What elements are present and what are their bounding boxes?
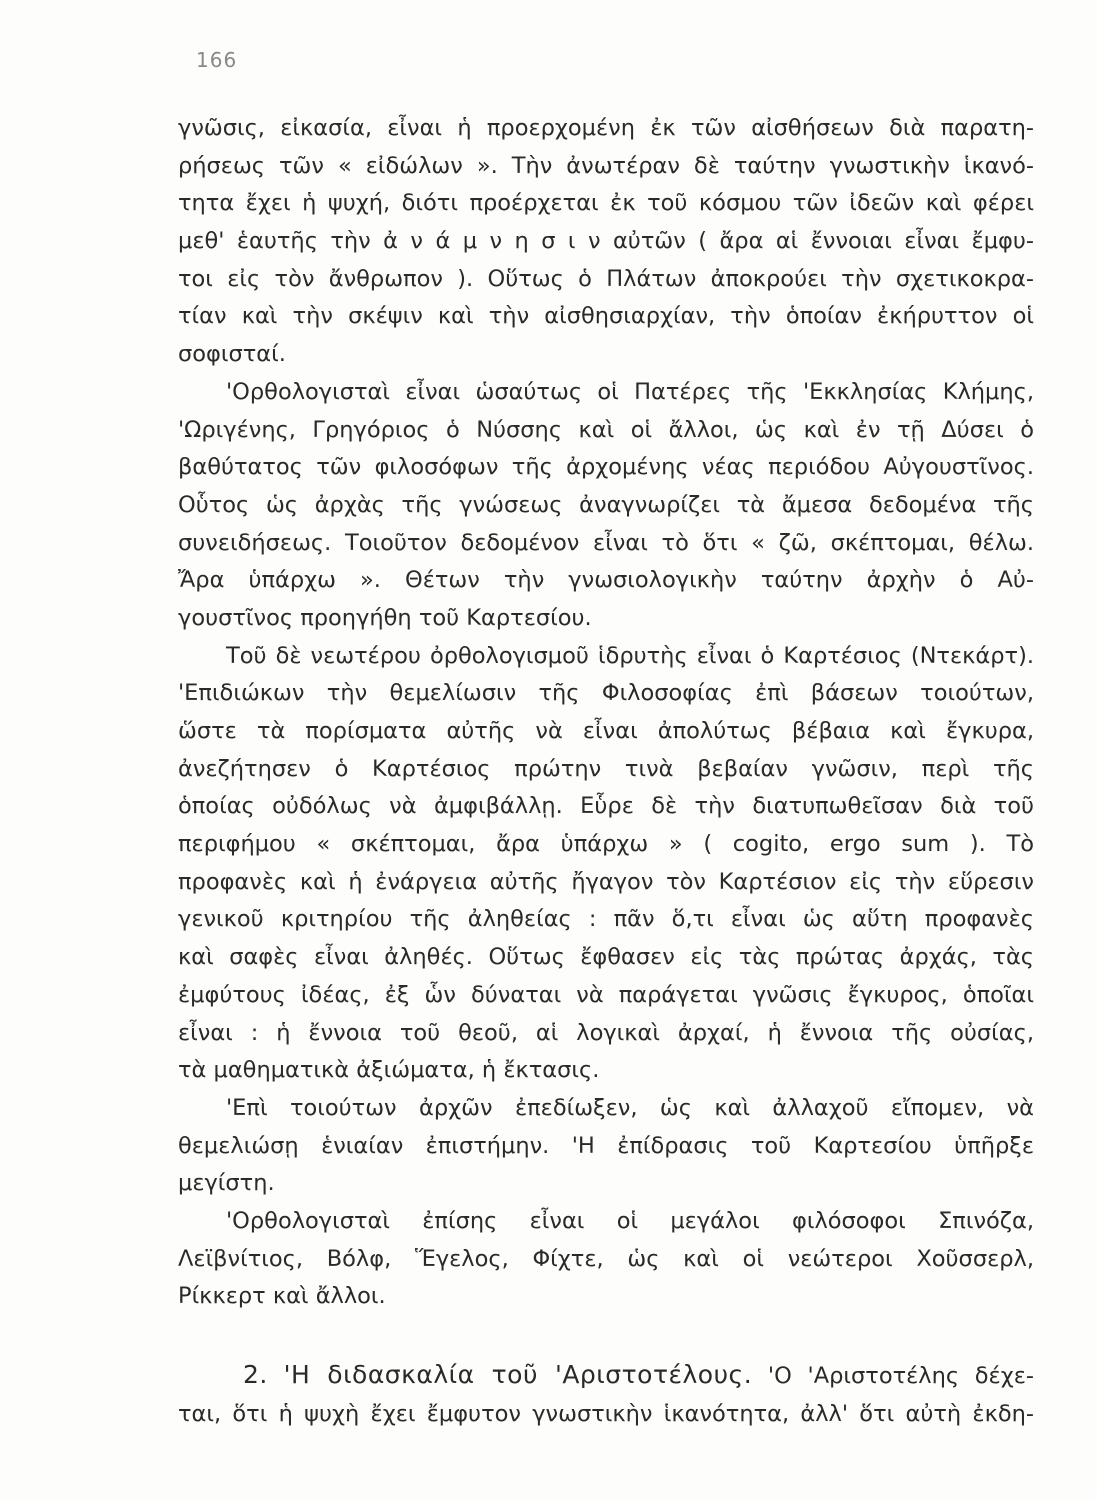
text-line: προφανὲς καὶ ἡ ἐνάργεια αὐτῆς ἤγαγον τὸν Καρτέσιον εἰς τὴν εὕρεσιν xyxy=(178,868,1034,895)
text-line: σοφισταί. xyxy=(178,341,286,368)
text-line: ὁποίας οὐδόλως νὰ ἀμφιβάλλῃ. Εὗρε δὲ τὴν διατυπωθεῖσαν διὰ τοῦ xyxy=(178,793,1034,820)
text-line: περιφήμου « σκέπτομαι, ἄρα ὑπάρχω » ( cogito, ergo sum ). Τὸ xyxy=(178,831,1034,858)
paragraph-other-rationalists xyxy=(178,1203,1034,1316)
section-aristotle xyxy=(178,1356,1034,1433)
paragraph-descartes xyxy=(178,638,1034,1090)
main-text xyxy=(178,110,1034,1433)
text-line: Ρίκκερτ καὶ ἄλλοι. xyxy=(178,1283,386,1310)
text-line: 'Ορθολογισταὶ ἐπίσης εἶναι οἱ μεγάλοι φιλόσοφοι Σπινόζα, xyxy=(226,1207,1034,1234)
text-line: γενικοῦ κριτηρίου τῆς ἀληθείας : πᾶν ὅ,τι εἶναι ὡς αὕτη προφανὲς xyxy=(178,906,1034,933)
section-title: 'Η διδασκαλία τοῦ 'Αριστοτέλους. xyxy=(283,1360,753,1389)
text-line: τοι εἰς τὸν ἄνθρωπον ). Οὕτως ὁ Πλάτων ἀποκρούει τὴν σχετικοκρα- xyxy=(178,265,1034,292)
text-line: θεμελιώσῃ ἑνιαίαν ἐπιστήμην. 'Η ἐπίδρασις τοῦ Καρτεσίου ὑπῆρξε xyxy=(178,1132,1034,1159)
text-line: Τοῦ δὲ νεωτέρου ὀρθολογισμοῦ ἱδρυτὴς εἶναι ὁ Καρτέσιος (Ντεκάρτ). xyxy=(226,642,1034,669)
text-line: Ἄρα ὑπάρχω ». Θέτων τὴν γνωσιολογικὴν ταύτην ἀρχὴν ὁ Αὐ- xyxy=(178,567,1034,594)
text-line: βαθύτατος τῶν φιλοσόφων τῆς ἀρχομένης νέας περιόδου Αὐγουστῖνος. xyxy=(178,454,1034,481)
text-line: Οὗτος ὡς ἀρχὰς τῆς γνώσεως ἀναγνωρίζει τὰ ἄμεσα δεδομένα τῆς xyxy=(178,491,1034,518)
text-line: τίαν καὶ τὴν σκέψιν καὶ τὴν αἰσθησιαρχίαν, τὴν ὁποίαν ἐκήρυττον οἱ xyxy=(178,303,1034,330)
text-line: γουστῖνος προηγήθη τοῦ Καρτεσίου. xyxy=(178,604,592,631)
section-spacer xyxy=(178,1316,1034,1356)
text-line: τὰ μαθηματικὰ ἀξιώματα, ἡ ἔκτασις. xyxy=(178,1057,600,1084)
section-heading-line xyxy=(178,1356,1034,1396)
text-line: 'Ορθολογισταὶ εἶναι ὡσαύτως οἱ Πατέρες τῆς 'Εκκλησίας Κλήμης, xyxy=(226,378,1034,405)
section-number: 2. xyxy=(243,1360,268,1389)
text-line: ὥστε τὰ πορίσματα αὐτῆς νὰ εἶναι ἀπολύτως βέβαια καὶ ἔγκυρα, xyxy=(178,718,1034,744)
text-line: 'Επιδιώκων τὴν θεμελίωσιν τῆς Φιλοσοφίας ἐπὶ βάσεων τοιούτων, xyxy=(178,680,1034,707)
text-line: Λεϊβνίτιος, Βόλφ, Ἕγελος, Φίχτε, ὡς καὶ οἱ νεώτεροι Χοῦσσερλ, xyxy=(178,1245,1034,1272)
text-line: τητα ἔχει ἡ ψυχή, διότι προέρχεται ἐκ τοῦ κόσμου τῶν ἰδεῶν καὶ φέρει xyxy=(178,190,1034,217)
text-line: εἶναι : ἡ ἔννοια τοῦ θεοῦ, αἱ λογικαὶ ἀρχαί, ἡ ἔννοια τῆς οὐσίας, xyxy=(178,1019,1034,1046)
paragraph-descartes-influence xyxy=(178,1090,1034,1203)
paragraph-church-fathers xyxy=(178,374,1034,638)
text-line: 'Ωριγένης, Γρηγόριος ὁ Νύσσης καὶ οἱ ἄλλοι, ὡς καὶ ἐν τῇ Δύσει ὁ xyxy=(178,416,1034,443)
page-number: 166 xyxy=(196,48,238,72)
text-line: καὶ σαφὲς εἶναι ἀληθές. Οὕτως ἔφθασεν εἰς τὰς πρώτας ἀρχάς, τὰς xyxy=(178,944,1034,971)
text-line: ται, ὅτι ἡ ψυχὴ ἔχει ἔμφυτον γνωστικὴν ἱκανότητα, ἀλλ' ὅτι αὐτὴ ἐκδη- xyxy=(178,1400,1034,1427)
text-line: ἐμφύτους ἰδέας, ἐξ ὧν δύναται νὰ παράγεται γνῶσις ἔγκυρος, ὁποῖαι xyxy=(178,981,1034,1008)
paragraph-plato-conclusion xyxy=(178,110,1034,374)
text-line: γνῶσις, εἰκασία, εἶναι ἡ προερχομένη ἐκ τῶν αἰσθήσεων διὰ παρατη- xyxy=(178,115,1034,141)
section-text-start: 'Ο 'Αριστοτέλης δέχε- xyxy=(767,1363,1034,1389)
text-line: ἀνεζήτησεν ὁ Καρτέσιος πρώτην τινὰ βεβαίαν γνῶσιν, περὶ τῆς xyxy=(178,755,1034,782)
text-line: 'Επὶ τοιούτων ἀρχῶν ἐπεδίωξεν, ὡς καὶ ἀλλαχοῦ εἴπομεν, νὰ xyxy=(226,1094,1034,1121)
text-line: συνειδήσεως. Τοιοῦτον δεδομένον εἶναι τὸ ὅτι « ζῶ, σκέπτομαι, θέλω. xyxy=(178,529,1034,556)
text-line: ρήσεως τῶν « εἰδώλων ». Τὴν ἀνωτέραν δὲ ταύτην γνωστικὴν ἱκανό- xyxy=(178,152,1034,179)
text-line: μεθ' ἑαυτῆς τὴν ἀ ν ά μ ν η σ ι ν αὐτῶν ( ἄρα αἱ ἔννοιαι εἶναι ἔμφυ- xyxy=(178,228,1034,255)
text-line: μεγίστη. xyxy=(178,1170,275,1197)
